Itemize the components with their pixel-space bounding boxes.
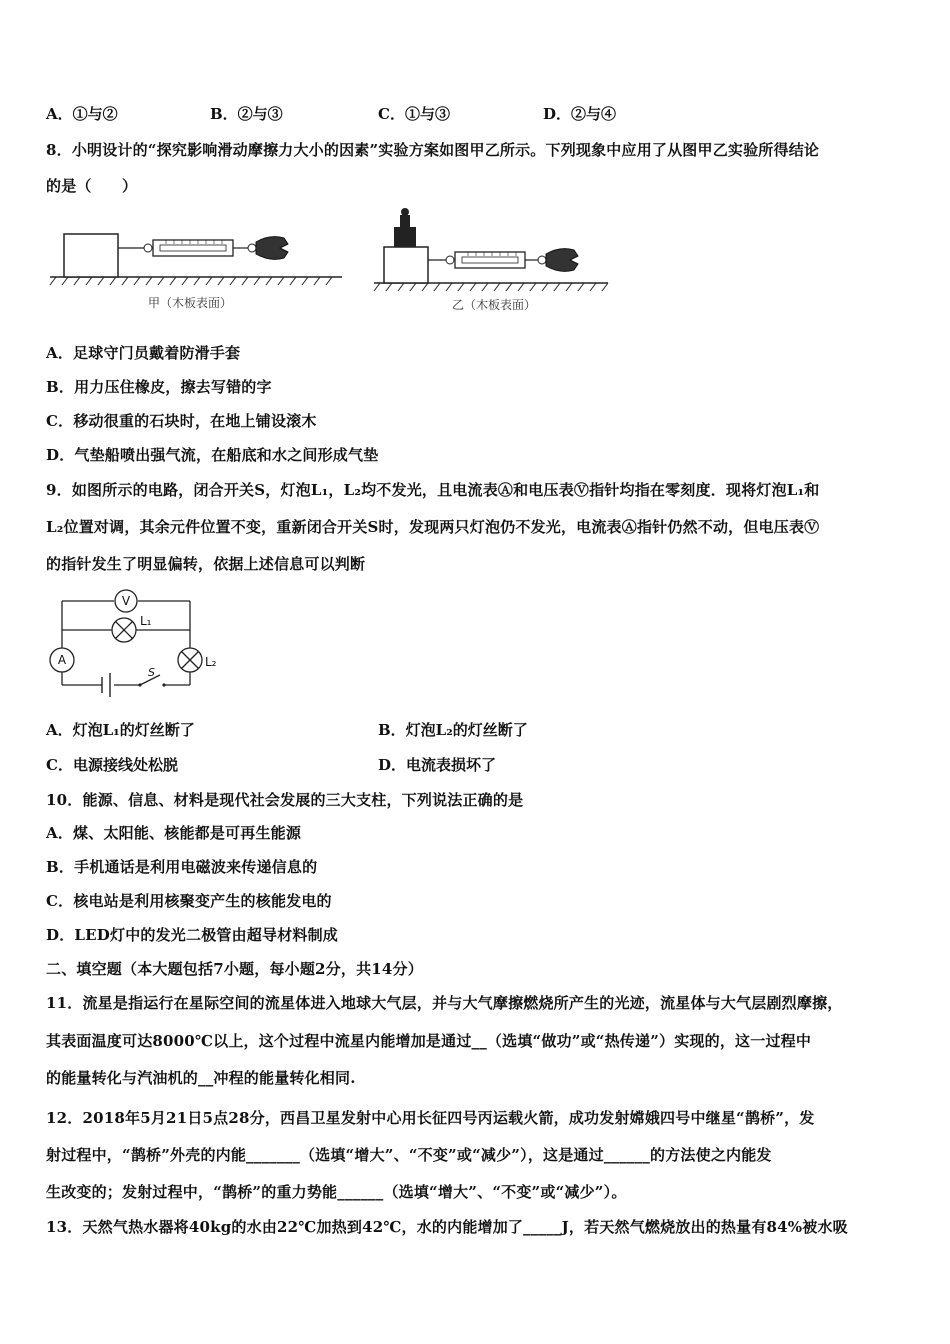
q8-option-c: C．移动很重的石块时，在地上铺设滚木 [46,412,317,430]
q10-stem: 10．能源、信息、材料是现代社会发展的三大支柱，下列说法正确的是 [46,791,524,809]
q8-fig-jia-caption: 甲（木板表面） [148,296,233,310]
q8-stem-line-1: 8．小明设计的“探究影响滑动摩擦力大小的因素”实验方案如图甲乙所示。下列现象中应用了从图甲乙实验所得结论 [46,141,820,159]
q12-line-3: 生改变的；发射过程中，“鹊桥”的重力势能______（选填“增大”、“不变”或“减少”）。 [46,1183,627,1201]
circuit-ammeter-label: A [57,653,67,667]
q9-option-a: A．灯泡L₁的灯丝断了 [46,721,195,739]
q10-option-d: D．LED灯中的发光二极管由超导材料制成 [46,926,338,944]
q7-option-a: A．①与② [46,105,118,123]
q9-stem-line-3: 的指针发生了明显偏转，依据上述信息可以判断 [46,555,366,573]
q9-stem-line-2: L₂位置对调，其余元件位置不变，重新闭合开关S时，发现两只灯泡仍不发光，电流表Ⓐ指针仍然不动，但电压表Ⓥ [46,518,820,536]
q8-option-a: A．足球守门员戴着防滑手套 [46,344,241,362]
q8-figure-jia [48,222,348,314]
q9-option-d: D．电流表损坏了 [378,756,497,774]
circuit-lamp1-label: L₁ [140,614,152,628]
circuit-voltmeter-label: V [121,594,131,608]
q11-line-3: 的能量转化与汽油机的__冲程的能量转化相同. [46,1069,356,1087]
q8-figure-yi [372,205,612,317]
q8-option-d: D．气垫船喷出强气流，在船底和水之间形成气垫 [46,446,379,464]
q8-option-b: B．用力压住橡皮，擦去写错的字 [46,378,272,396]
q9-option-b: B．灯泡L₂的灯丝断了 [378,721,528,739]
circuit-lamp2-label: L₂ [205,655,217,669]
q13-line-1: 13．天然气热水器将40kg的水由22℃加热到42℃，水的内能增加了_____J，若天然气燃烧放出的热量有84%被水吸 [46,1218,848,1236]
q9-option-c: C．电源接线处松脱 [46,756,178,774]
q7-option-b: B．②与③ [210,105,283,123]
q8-stem-line-2: 的是（ ） [46,177,138,195]
q7-option-c: C．①与③ [378,105,450,123]
q9-circuit-diagram [44,588,234,700]
q11-line-2: 其表面温度可达8000℃以上，这个过程中流星内能增加是通过__（选填“做功”或“热传递”）实现的，这一过程中 [46,1032,812,1050]
section-2-heading: 二、填空题（本大题包括7小题，每小题2分，共14分） [46,960,423,978]
q12-line-1: 12．2018年5月21日5点28分，西昌卫星发射中心用长征四号丙运载火箭，成功发射嫦娥四号中继星“鹊桥”，发 [46,1109,815,1127]
q10-option-a: A．煤、太阳能、核能都是可再生能源 [46,824,302,842]
q10-option-b: B．手机通话是利用电磁波来传递信息的 [46,858,318,876]
q9-stem-line-1: 9．如图所示的电路，闭合开关S，灯泡L₁，L₂均不发光，且电流表Ⓐ和电压表Ⓥ指针均指在零刻度．现将灯泡L₁和 [46,481,820,499]
circuit-switch-label: S [148,666,155,679]
q10-option-c: C．核电站是利用核聚变产生的核能发电的 [46,892,332,910]
q8-fig-yi-caption: 乙（木板表面） [452,298,537,312]
q7-option-d: D．②与④ [543,105,617,123]
q12-line-2: 射过程中，“鹊桥”外壳的内能_______（选填“增大”、“不变”或“减少”），这是通过______的方法使之内能发 [46,1146,772,1164]
q11-line-1: 11．流星是指运行在星际空间的流星体进入地球大气层，并与大气摩擦燃烧所产生的光迹，流星体与大气层剧烈摩擦， [46,994,843,1012]
